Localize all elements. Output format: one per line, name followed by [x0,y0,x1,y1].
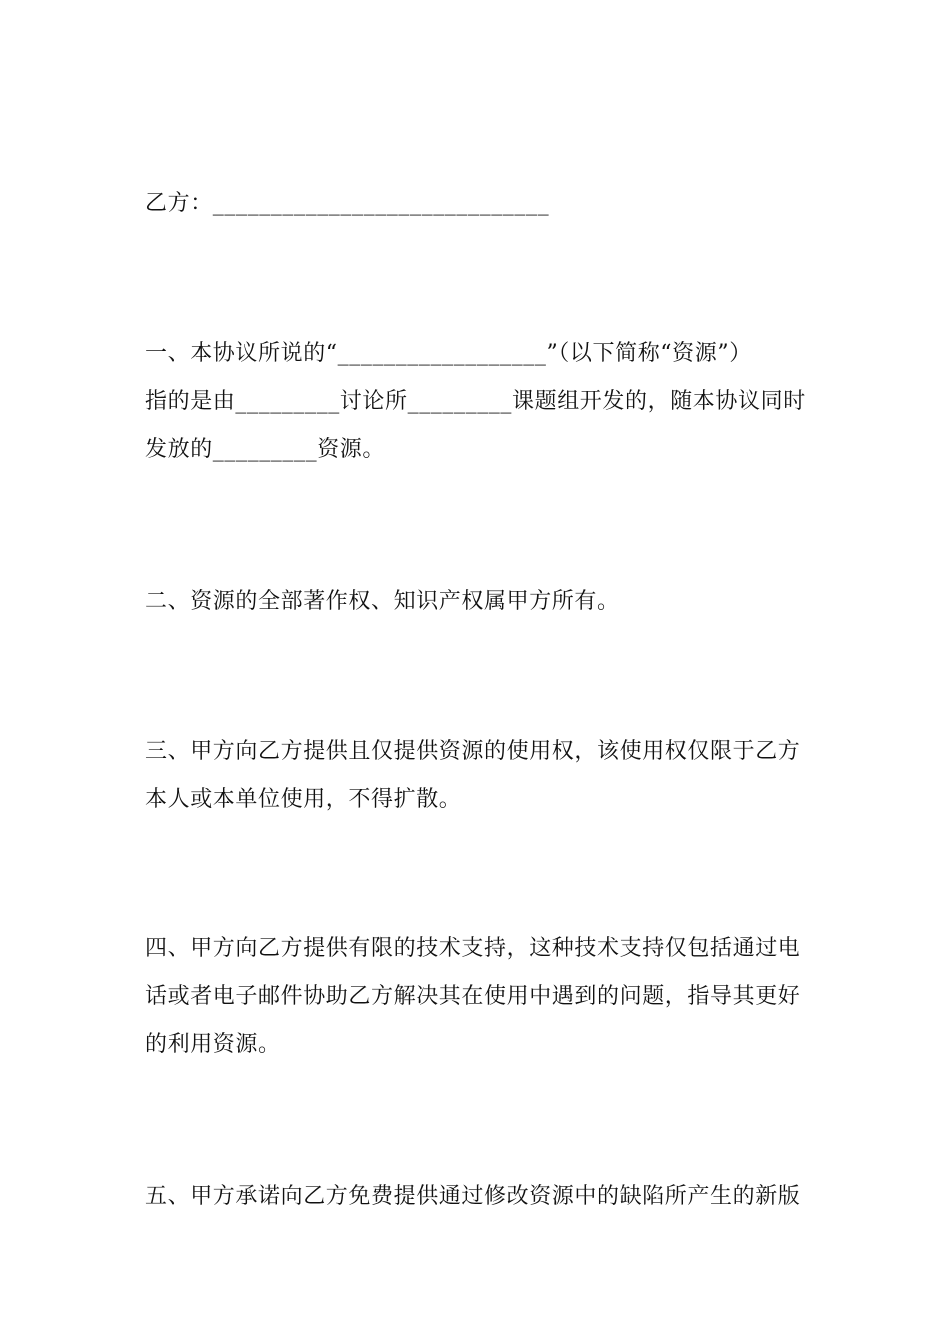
clause-2-line-1: 二、资源的全部著作权、知识产权属甲方所有。 [145,589,620,614]
clause-1-line-1: 一、本协议所说的“__________________”（以下简称“资源”） [145,341,752,366]
clause-4-line-2: 话或者电子邮件协助乙方解决其在使用中遇到的问题，指导其更好 [145,984,801,1009]
clause-4-line-3: 的利用资源。 [145,1032,281,1057]
clause-5-line-1: 五、甲方承诺向乙方免费提供通过修改资源中的缺陷所产生的新版 [145,1184,801,1209]
clause-1-line-2: 指的是由_________讨论所_________课题组开发的，随本协议同时 [145,389,806,414]
party-b-line: 乙方：_____________________________ [145,191,550,216]
clause-1-line-3: 发放的_________资源。 [145,437,386,462]
clause-3-line-2: 本人或本单位使用，不得扩散。 [145,787,462,812]
clause-3-line-1: 三、甲方向乙方提供且仅提供资源的使用权，该使用权仅限于乙方 [145,739,801,764]
clause-4-line-1: 四、甲方向乙方提供有限的技术支持，这种技术支持仅包括通过电 [145,936,801,961]
